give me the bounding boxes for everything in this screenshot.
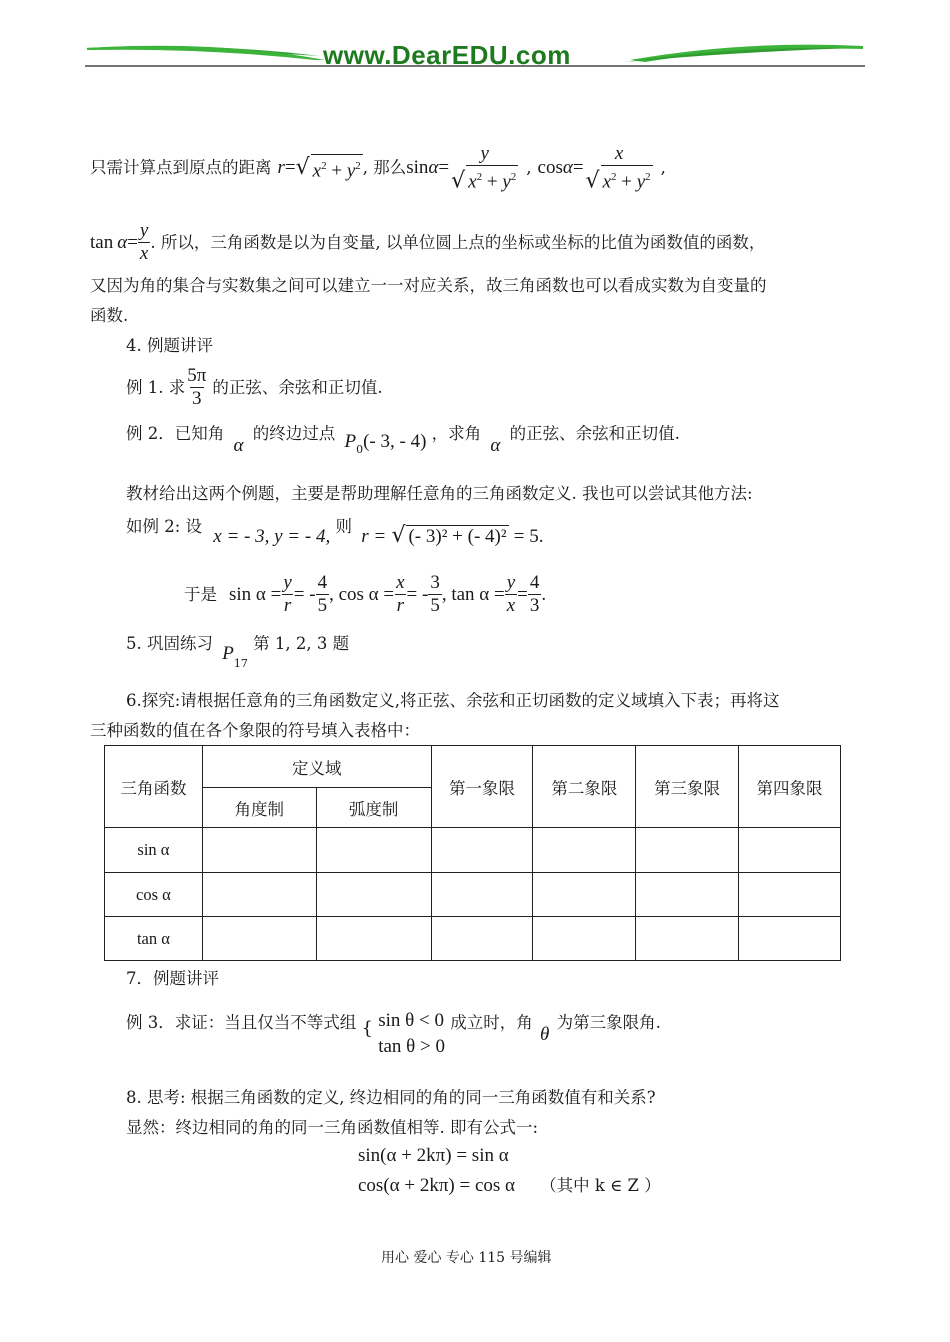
ex3-theta: θ [539,1024,550,1045]
sec5-sub: 17 [233,657,248,671]
formula-1: sin(α + 2kπ) = sin α [358,1145,509,1166]
sec4-title: 4. 例题讲评 [126,336,213,355]
eq-1: = [438,157,450,178]
ex2-mid: 的终边过点 [252,424,336,443]
sqrt-icon: √ [451,168,466,194]
para1-then: , 那么 [362,158,407,177]
sec5-P: P [222,643,234,664]
cell-empty[interactable] [636,917,739,961]
ex2-P: P [344,431,357,452]
sol-tan-den: x [506,595,516,616]
sol-tan-num: y [506,572,516,593]
cell-empty[interactable] [202,873,316,917]
para2-line1 [90,220,765,265]
sqrt-icon: √ [295,155,310,180]
cell-empty[interactable] [431,828,533,873]
ex2-sub: 0 [356,443,364,457]
alpha-2: α [562,157,573,178]
cell-empty[interactable] [636,828,739,873]
alpha-1: α [428,157,439,178]
sqrt-icon: √ [391,523,406,548]
cell-empty[interactable] [533,828,636,873]
ex2-line [126,423,680,463]
formula-2: cos(α + 2kπ) = cos α [358,1175,515,1196]
th-q4: 第四象限 [739,746,841,828]
sec6-line1: 6.探究:请根据任意角的三角函数定义,将正弦、余弦和正切函数的定义域填入下表；再将这 [126,691,780,710]
r-symbol: r [277,157,285,178]
sec5-line [126,633,349,669]
sin-fraction: y √ $x^2 + y^2$ [451,142,517,194]
th-func: 三角函数 [105,746,203,828]
para2-line3: 函数. [90,306,129,325]
sol-sin-rden: 5 [317,595,328,616]
cell-empty[interactable] [636,873,739,917]
ex1-den: 3 [192,388,202,409]
sol-cos-eq: = - [406,583,429,605]
solution-line [184,572,546,617]
sol-cos-frac1 [394,572,406,617]
cell-empty[interactable] [202,828,316,873]
brace-icon: { [361,1018,373,1039]
ex1-lead: 例 1. 求 [126,377,186,397]
sol-sin-frac2 [316,572,330,617]
sol-sin: sin α = [229,583,282,605]
cos-num: x [614,142,624,164]
sol-tan-eq: = [517,583,528,605]
row-sin: sin α [105,828,203,873]
para1-lead: 只需计算点到原点的距离 [90,158,272,177]
tan-label: tan [90,231,114,253]
solution-lead: 于是 [184,584,217,604]
ex2-mid2: ，求角 [431,424,482,443]
sol-tan-frac2 [528,572,542,617]
th-deg: 角度制 [202,788,316,828]
cell-empty[interactable] [431,873,533,917]
th-q2: 第二象限 [533,746,636,828]
ex2-lead: 例 2．已知角 [126,424,225,443]
cell-empty[interactable] [533,917,636,961]
ex3-mid: 成立时，角 [450,1013,533,1032]
ex3-rest: 为第三象限角. [556,1013,661,1032]
note-lead: 如例 2: 设 [126,517,203,536]
ex1-line [126,365,383,410]
th-q3: 第三象限 [636,746,739,828]
sol-cos-frac2 [428,572,442,617]
cos-fraction: x √ $x^2 + y^2$ [585,142,651,194]
eq-2: = [572,157,584,178]
sec6-line2: 三种函数的值在各个象限的符号填入表格中： [90,721,420,740]
r-eq: = [284,157,296,178]
note-r: r = [361,526,387,547]
cell-empty[interactable] [316,828,431,873]
row-tan: tan α [105,917,203,961]
eq-3: = [127,231,138,253]
ex2-coords: (- 3, - 4) [363,431,427,452]
sol-tan-rnum: 4 [529,572,540,593]
sol-cos-rnum: 3 [430,572,440,593]
para1-line [90,143,666,193]
note-then: 则 [335,517,352,536]
sec8-line1: 8. 思考: 根据三角函数的定义, 终边相同的角的同一三角函数值有和关系? [126,1088,656,1107]
cell-empty[interactable] [316,917,431,961]
note-xy: x = - 3, y = - 4, [213,526,331,547]
sol-sin-den: r [283,595,292,616]
cell-empty[interactable] [739,828,841,873]
sqrt-icon: √ [585,168,600,194]
comma-2: , [660,158,666,177]
ineq-2: tan θ > 0 [378,1036,445,1057]
note-line1: 教材给出这两个例题，主要是帮助理解任意角的三角函数定义. 我也可以尝试其他方法: [126,484,753,503]
cell-empty[interactable] [739,917,841,961]
ex2-rest: 的正弦、余弦和正切值. [509,424,680,443]
th-q1: 第一象限 [431,746,533,828]
cell-empty[interactable] [431,917,533,961]
header-watermark: www.DearEDU.com [323,40,571,70]
ex1-fraction [185,365,208,410]
ex1-rest: 的正弦、余弦和正切值. [212,377,383,397]
ex3-line [126,1012,661,1064]
sec8-line2: 显然：终边相同的角的同一三角函数值相等. 即有公式一: [126,1118,539,1137]
sol-cos-den: r [396,595,404,616]
trig-table [104,745,841,961]
note-radicand: (- 3)² + (- 4)² [408,526,507,547]
comma-1: , [526,158,532,177]
sec5-rest: 第 1, 2, 3 题 [253,634,350,653]
para2-rest: . 所以，三角函数是以为自变量, 以单位圆上点的坐标或坐标的比值为函数值的函数， [150,232,766,252]
tan-den: x [139,243,149,264]
ineq-system [378,1008,445,1060]
th-domain: 定义域 [202,746,431,788]
sol-sin-eq: = - [293,583,316,605]
sol-cos-num: x [396,572,405,593]
ex1-num: 5π [187,365,207,386]
sin-label: sin [406,157,429,178]
formula-2-line [358,1175,661,1197]
sol-sin-num: y [283,572,292,593]
sol-sin-rnum: 4 [317,572,328,593]
ex2-alpha-2: α [490,435,501,456]
sec7-title: 7．例题讲评 [126,969,219,988]
sol-tan: , tan α = [441,583,505,605]
sol-cos: , cos α = [329,583,395,605]
tan-num: y [139,220,149,241]
note-result: = 5. [513,526,544,547]
cos-label: cos [537,157,563,178]
sin-num: y [480,142,489,164]
ex3-lead: 例 3．求证：当且仅当不等式组 [126,1013,357,1032]
formula-2-note: （其中 k ∈ Z ） [540,1176,661,1195]
cell-empty[interactable] [316,873,431,917]
r-radicand: $x^2 + y^2$ [311,154,363,182]
sol-sin-frac1 [281,572,293,617]
ex2-alpha: α [233,435,244,456]
sol-tan-frac1 [505,572,517,617]
row-cos: cos α [105,873,203,917]
sol-tan-rden: 3 [529,595,540,616]
cell-empty[interactable] [202,917,316,961]
para2-line2: 又因为角的集合与实数集之间可以建立一一对应关系，故三角函数也可以看成实数为自变量的 [90,276,767,295]
cell-empty[interactable] [739,873,841,917]
ineq-1: sin θ < 0 [378,1010,444,1031]
sol-end: . [541,583,547,605]
tan-fraction [138,220,150,265]
sol-cos-rden: 5 [430,595,440,616]
cell-empty[interactable] [533,873,636,917]
sec5-lead: 5. 巩固练习 [126,634,213,653]
footer-text: 用心 爱心 专心 115 号编辑 [381,1250,552,1266]
th-rad: 弧度制 [316,788,431,828]
alpha-3: α [117,231,128,253]
note-line2 [126,515,544,555]
